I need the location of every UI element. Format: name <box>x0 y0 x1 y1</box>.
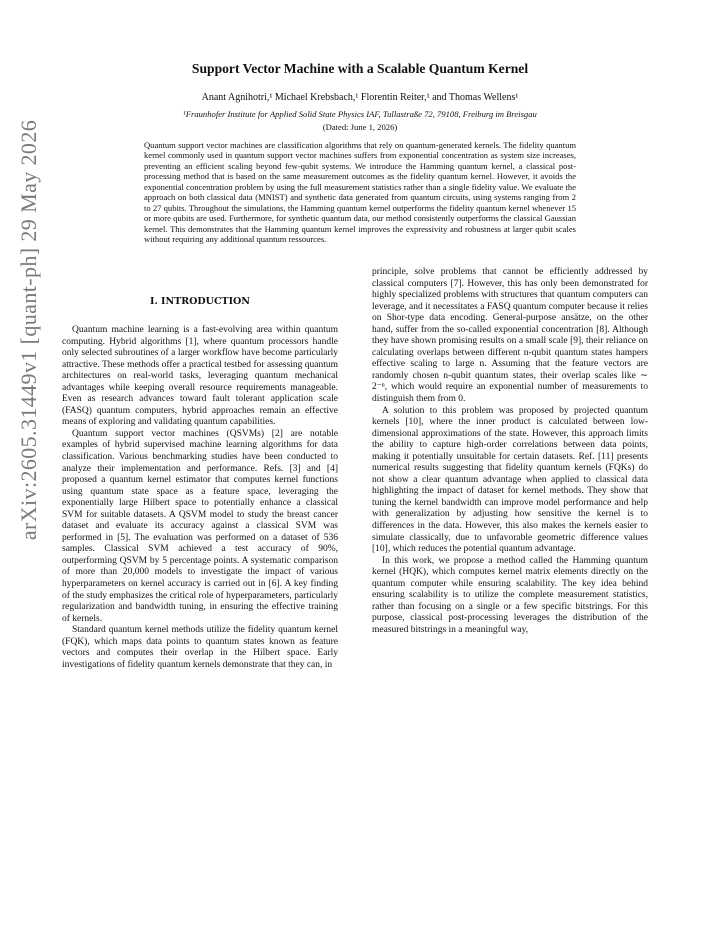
paragraph: Quantum machine learning is a fast-evolving area within quantum computing. Hybrid algorithms [1], where quantum processors handle only selected subroutines of a larger workflow have become particularly attractive. These methods offer a practical testbed for assessing quantum architectures on real-world tasks, leveraging quantum mechanical advantages while keeping overall resource requirements manageable. Even as research advances toward fault tolerant application scale (FASQ) quantum computers, hybrid approaches remain an effective means of exploring and validating quantum capabilities. <box>62 325 338 428</box>
left-column <box>62 325 338 671</box>
paper-title: Support Vector Machine with a Scalable Quantum Kernel <box>191 61 529 76</box>
section-heading: I. INTRODUCTION <box>150 296 250 307</box>
arxiv-identifier: arXiv:2605.31449v1 [quant-ph] 29 May 2026 <box>16 119 41 541</box>
paper-affiliation: ¹Fraunhofer Institute for Applied Solid State Physics IAF, Tullastraße 72, 79108, Freiburg im Breisgau <box>183 109 537 119</box>
paper-date: (Dated: June 1, 2026) <box>322 122 398 132</box>
paragraph: principle, solve problems that cannot be efficiently addressed by classical computers [7]. However, this has only been demonstrated for highly specialized problems with structures that quantum computers can leverage, and it necessitates a FASQ quantum computer because it relies on Shor-type data encoding. General-purpose ansätze, on the other hand, suffer from the so-called exponential concentration [8]. Although they have shown promising results on a small scale [9], their reliance on calculating overlaps between different n-qubit quantum states hampers effective scaling to large n. Assuming that the feature vectors are randomly chosen n-qubit quantum states, their overlap scales like ∼ 2⁻ⁿ, which would require an exponential number of measurements to distinguish them from 0. <box>372 267 648 405</box>
section-heading-wrap <box>62 296 338 330</box>
paragraph: A solution to this problem was proposed by projected quantum kernels [10], where the inner product is calculated between low-dimensional approximations of the state. However, this approach limits the ability to capture high-order correlations between data points, making it potentially unsuitable for certain datasets. Ref. [11] presents numerical results suggesting that fidelity quantum kernels (FQKs) do not show a clear quantum advantage when applied to classical data highlighting the impact of dataset for kernel methods. They show that tuning the kernel bandwidth can improve model performance and help with generalization by adjusting how sensitive the kernel is to differences in the data. However, this also makes the kernels easier to simulate classically, due to unfavorable geometric difference values [10], which reduces the potential quantum advantage. <box>372 405 648 555</box>
paragraph: In this work, we propose a method called the Hamming quantum kernel (HQK), which computes kernel matrix elements directly on the quantum computer while ensuring scalability. The key idea behind ensuring scalability is to utilize the complete measurement statistics, rather than focusing on a single or a few specific bitstrings. For this purpose, classical post-processing leverages the distribution of the measured bitstrings in a meaningful way, <box>372 555 648 635</box>
paragraph: Standard quantum kernel methods utilize the fidelity quantum kernel (FQK), which maps data points to quantum states known as feature vectors and computes their overlap in the Hilbert space. Early investigations of fidelity quantum kernels demonstrate that they can, in <box>62 625 338 670</box>
right-column <box>372 267 648 637</box>
abstract: Quantum support vector machines are classification algorithms that rely on quantum-generated kernels. The fidelity quantum kernel commonly used in quantum support vector machines suffers from exponential concentration as system size increases, preventing an efficient scaling beyond few-qubit systems. We introduce the Hamming quantum kernel, a classical post-processing method that is based on the same measurement outcomes as the fidelity quantum kernel. However, it avoids the exponential concentration problem by using the full measurement statistics rather than a single fidelity value. We evaluate the approach on both classical data (MNIST) and synthetic data generated from quantum circuits, using systems ranging from 2 to 27 qubits. Throughout the simulations, the Hamming quantum kernel outperforms the fidelity quantum kernel whenever 15 or more qubits are used. Furthermore, for synthetic quantum data, our method consistently outperforms the classical Gaussian kernel. This demonstrates that the Hamming quantum kernel improves the expressivity and robustness at larger qubit scales without requiring any additional quantum ressources. <box>144 140 576 245</box>
paragraph: Quantum support vector machines (QSVMs) [2] are notable examples of hybrid supervised machine learning algorithms for data classification. Various benchmarking studies have been conducted to analyze their implementation and performance. Refs. [3] and [4] proposed a quantum kernel estimator that computes kernel functions using quantum state space as a feature space, leveraging the exponentially large Hilbert space to potentially enhance a classical SVM for suitable datasets. A QSVM model to study the breast cancer dataset and evaluate its accuracy against a classical SVM was performed in [5]. The evaluation was performed on a dataset of 536 samples. Classical SVM achieved a test accuracy of 90%, outperforming QSVM by 5 percentage points. A systematic comparison of more than 20,000 models to investigate the impact of various hyperparameters on kernel accuracy is carried out in [6]. A key finding of the study emphasizes the critical role of hyperparameters, particularly regularization and bandwidth tuning, in ensuring the effective training of kernels. <box>62 428 338 624</box>
paper-authors: Anant Agnihotri,¹ Michael Krebsbach,¹ Florentin Reiter,¹ and Thomas Wellens¹ <box>201 92 519 103</box>
